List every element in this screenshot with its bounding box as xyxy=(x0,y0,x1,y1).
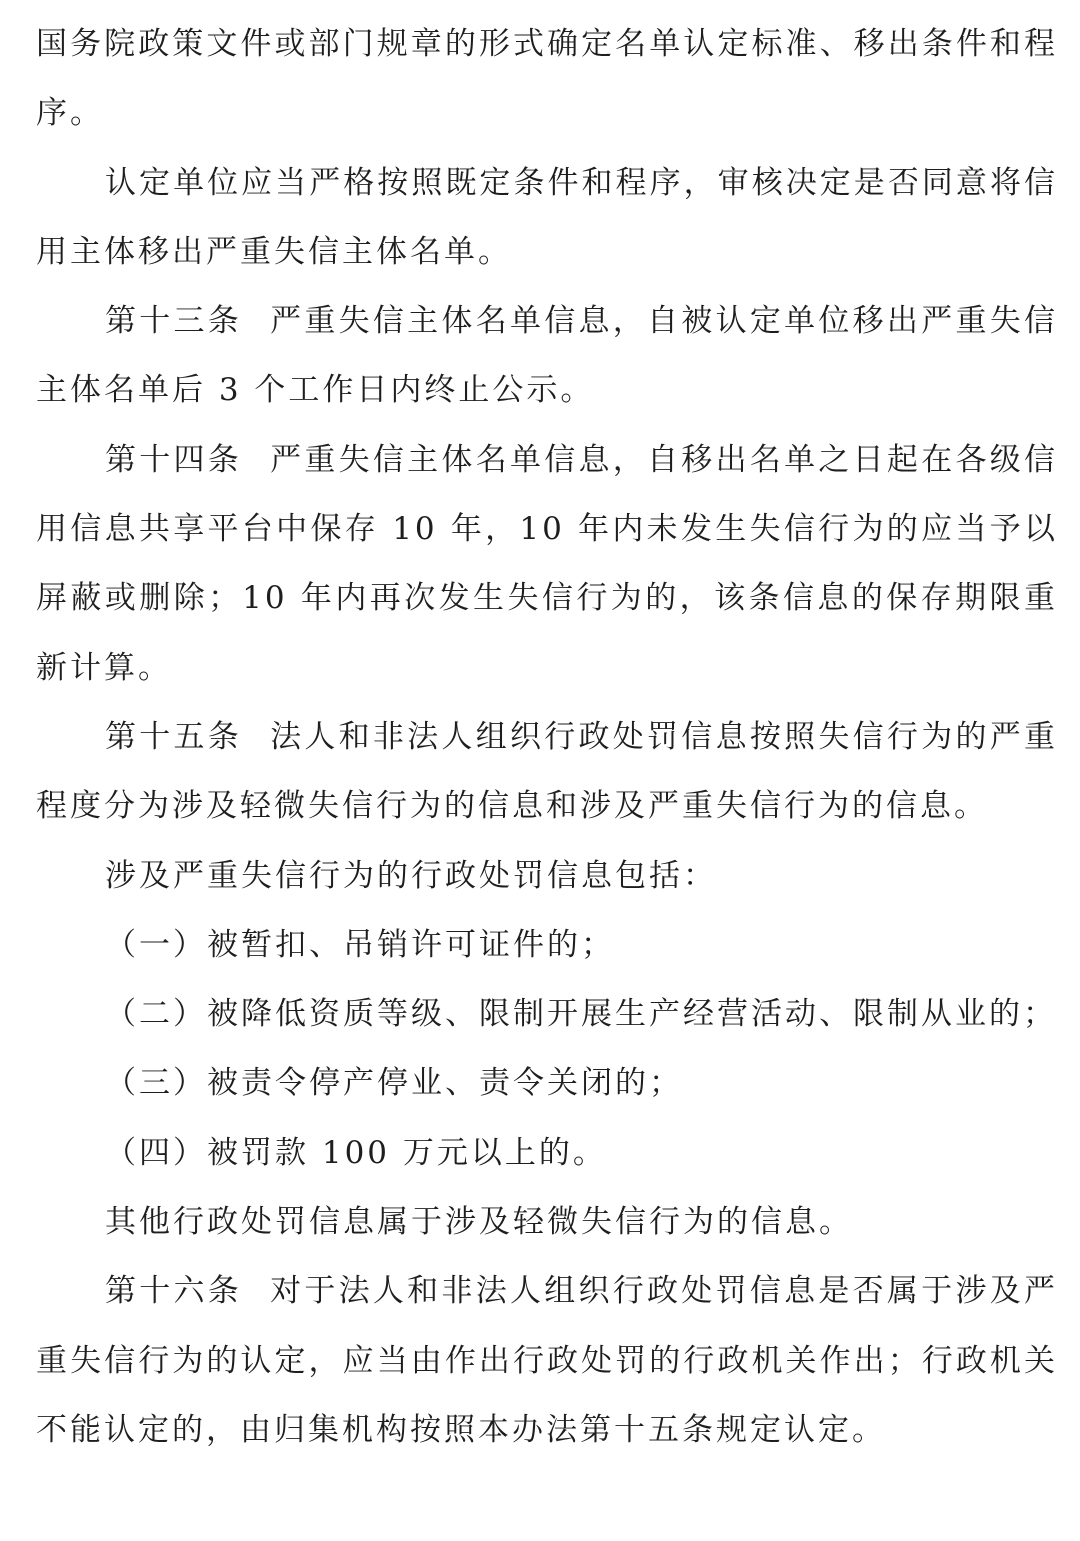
list-item-text: （一）被暂扣、吊销许可证件的； xyxy=(105,926,615,963)
article-14 xyxy=(36,426,1058,703)
list-item-4 xyxy=(36,1119,1058,1188)
paragraph-list-criteria xyxy=(36,10,1058,149)
paragraph-serious-info-intro xyxy=(36,842,1058,911)
article-16 xyxy=(36,1257,1058,1465)
paragraph-text: 对于法人和非法人组织行政处罚信息是否属于涉及严重失信行为的认定，应当由作出行政处罚的行政机关作出；行政机关不能认定的，由归集机构按照本办法第十五条规定认定。 xyxy=(36,1273,1058,1448)
article-heading: 第十四条 xyxy=(105,441,243,478)
paragraph-text: 严重失信主体名单信息，自被认定单位移出严重失信主体名单后 3 个工作日内终止公示。 xyxy=(36,303,1058,409)
list-item-text: （四）被罚款 100 万元以上的。 xyxy=(105,1134,607,1171)
paragraph-text: 认定单位应当严格按照既定条件和程序，审核决定是否同意将信用主体移出严重失信主体名单。 xyxy=(36,164,1058,270)
paragraph-text: 其他行政处罚信息属于涉及轻微失信行为的信息。 xyxy=(105,1204,853,1241)
paragraph-text: 国务院政策文件或部门规章的形式确定名单认定标准、移出条件和程序。 xyxy=(36,26,1058,132)
paragraph-removal-review xyxy=(36,149,1058,288)
list-item-3 xyxy=(36,1049,1058,1118)
paragraph-text: 严重失信主体名单信息，自移出名单之日起在各级信用信息共享平台中保存 10 年，10 年内未发生失信行为的应当予以屏蔽或删除；10 年内再次发生失信行为的，该条信息的保存期限重新计算。 xyxy=(36,441,1058,686)
list-item-1 xyxy=(36,911,1058,980)
article-heading: 第十六条 xyxy=(105,1273,243,1310)
paragraph-text: 法人和非法人组织行政处罚信息按照失信行为的严重程度分为涉及轻微失信行为的信息和涉及严重失信行为的信息。 xyxy=(36,718,1058,825)
article-heading: 第十三条 xyxy=(105,303,243,340)
article-heading: 第十五条 xyxy=(105,718,243,755)
article-13 xyxy=(36,287,1058,426)
article-15 xyxy=(36,703,1058,842)
list-item-2 xyxy=(36,980,1058,1049)
list-item-text: （三）被责令停产停业、责令关闭的； xyxy=(105,1065,683,1102)
paragraph-text: 涉及严重失信行为的行政处罚信息包括： xyxy=(105,857,717,894)
list-item-text: （二）被降低资质等级、限制开展生产经营活动、限制从业的； xyxy=(105,996,1057,1033)
paragraph-minor-info xyxy=(36,1188,1058,1257)
